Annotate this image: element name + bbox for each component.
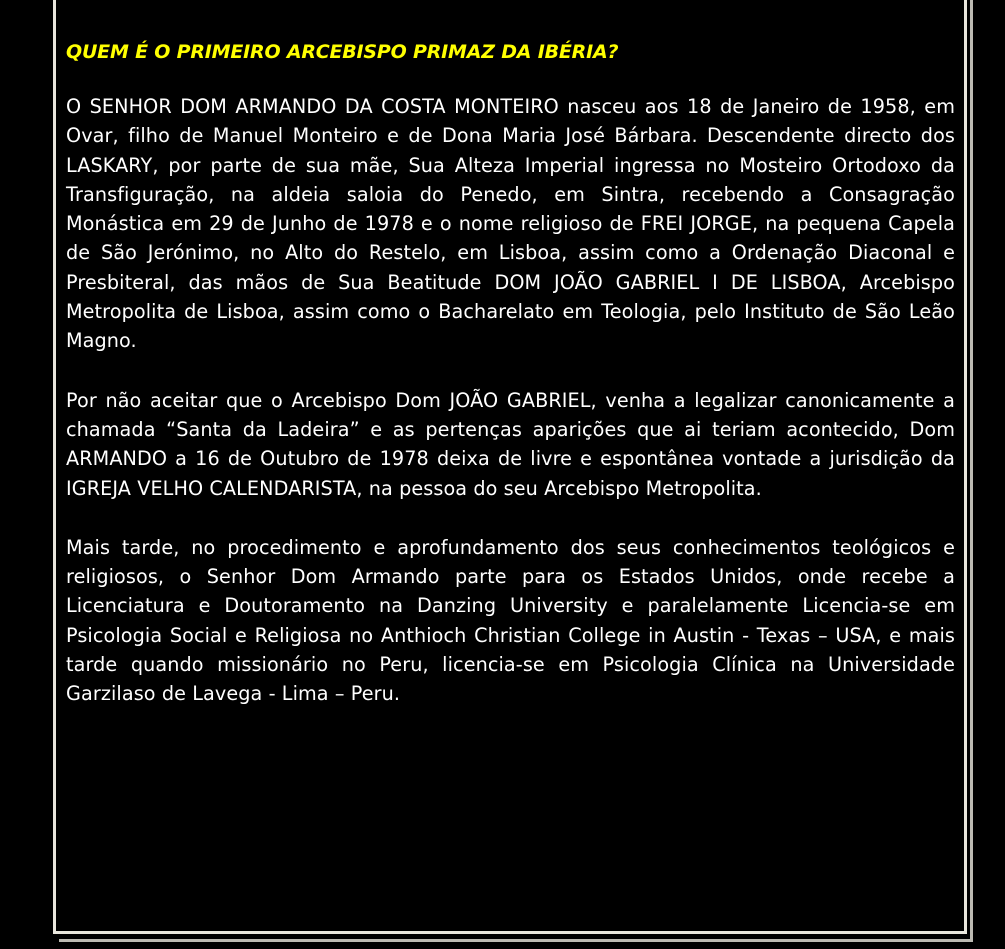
document-content xyxy=(66,36,955,739)
page-title: QUEM É O PRIMEIRO ARCEBISPO PRIMAZ DA IBÉRIA? xyxy=(66,41,619,63)
paragraph-biography: O SENHOR DOM ARMANDO DA COSTA MONTEIRO nasceu aos 18 de Janeiro de 1958, em Ovar, filho de Manuel Monteiro e de Dona Maria José Bárbara. Descendente directo dos LASKARY, por parte de sua mãe, Sua Alteza Imperial ingressa no Mosteiro Ortodoxo da Transfiguração, na aldeia saloia do Penedo, em Sintra, recebendo a Consagração Monástica em 29 de Junho de 1978 e o nome religioso de FREI JORGE, na pequena Capela de São Jerónimo, no Alto do Restelo, em Lisboa, assim como a Ordenação Diaconal e Presbiteral, das mãos de Sua Beatitude DOM JOÃO GABRIEL I DE LISBOA, Arcebispo Metropolita de Lisboa, assim como o Bacharelato em Teologia, pelo Instituto de São Leão Magno. xyxy=(66,95,955,353)
paragraph-education: Mais tarde, no procedimento e aprofundamento dos seus conhecimentos teológicos e religiosos, o Senhor Dom Armando parte para os Estados Unidos, onde recebe a Licenciatura e Doutoramento na Danzing University e paralelamente Licencia-se em Psicologia Social e Religiosa no Anthioch Christian College in Austin - Texas – USA, e mais tarde quando missionário no Peru, licencia-se em Psicologia Clínica na Universidade Garzilaso de Lavega - Lima – Peru. xyxy=(66,535,955,706)
paragraph-jurisdiction: Por não aceitar que o Arcebispo Dom JOÃO GABRIEL, venha a legalizar canonicamente a chamada “Santa da Ladeira” e as pertenças aparições que ai teriam acontecido, Dom ARMANDO a 16 de Outubro de 1978 deixa de livre e espontânea vontade a jurisdição da IGREJA VELHO CALENDARISTA, na pessoa do seu Arcebispo Metropolita. xyxy=(66,388,955,500)
